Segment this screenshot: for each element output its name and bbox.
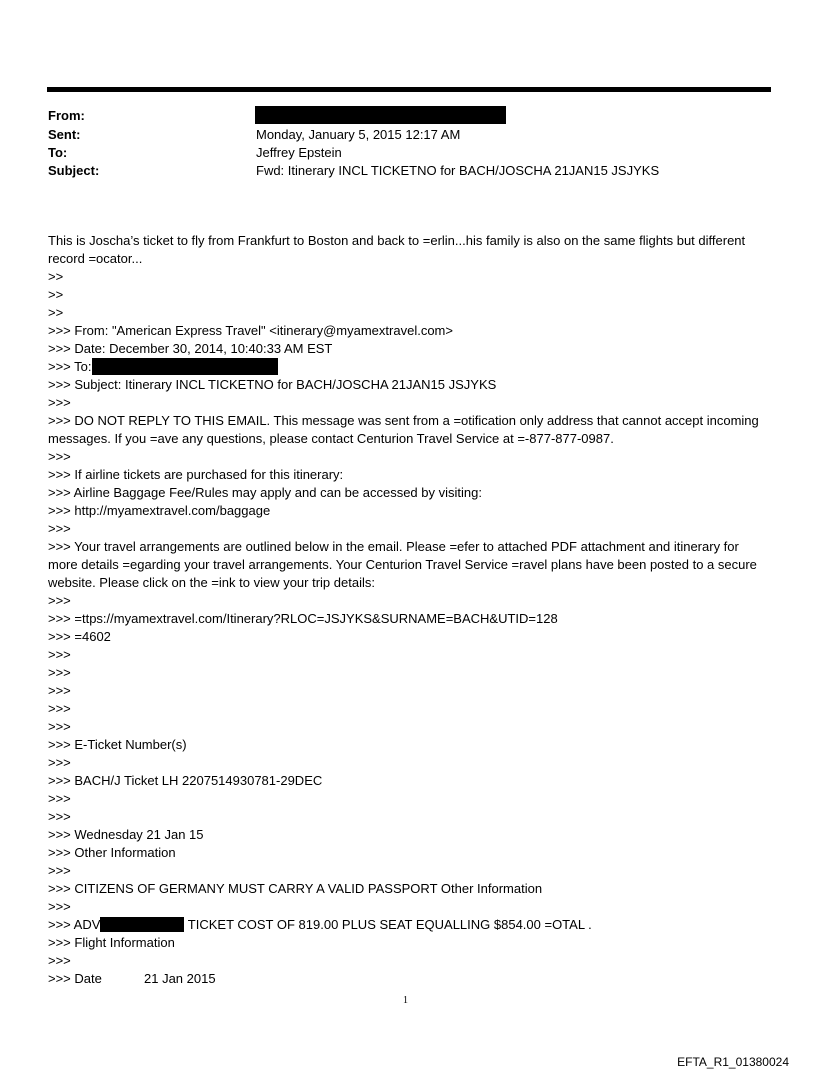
quote-line: >>>: [48, 683, 71, 698]
arrangements-paragraph: >>> Your travel arrangements are outlined below in the email. Please =efer to attached PDF attachment and itinerary for more details =egarding your travel arrangements. Your Centurion Travel Service =ravel plans have been posted to a secure website. Please click on the =ink to view your trip details:: [48, 539, 757, 590]
quote-line: >>>: [48, 701, 71, 716]
utid-continuation-line: >>> =4602: [48, 629, 111, 644]
quote-line: >>>: [48, 899, 71, 914]
baggage-rules-line: >>> Airline Baggage Fee/Rules may apply and can be accessed by visiting:: [48, 485, 482, 500]
adv-suffix: TICKET COST OF 819.00 PLUS SEAT EQUALLING $854.00 =OTAL .: [184, 917, 592, 932]
quote-line: >>>: [48, 593, 71, 608]
to-label: To:: [48, 145, 68, 160]
intro-paragraph: This is Joscha’s ticket to fly from Frankfurt to Boston and back to =erlin...his family is also on the same flights but different record =ocator...: [48, 233, 746, 266]
date-label: >>> Date: [48, 971, 102, 986]
quote-line: >>>: [48, 953, 71, 968]
subject-value: Fwd: Itinerary INCL TICKETNO for BACH/JOSCHA 21JAN15 JSJYKS: [256, 163, 660, 178]
to-value: Jeffrey Epstein: [256, 145, 342, 160]
quote-line: >>>: [48, 521, 71, 536]
forwarded-subject-line: >>> Subject: Itinerary INCL TICKETNO for BACH/JOSCHA 21JAN15 JSJYKS: [48, 377, 497, 392]
adv-prefix: >>> ADV: [48, 917, 101, 932]
from-label: From:: [48, 108, 85, 123]
forwarded-date-line: >>> Date: December 30, 2014, 10:40:33 AM EST: [48, 341, 333, 356]
quote-line: >>>: [48, 449, 71, 464]
subject-label: Subject:: [48, 163, 100, 178]
quote-line: >>>: [48, 809, 71, 824]
quote-line: >>: [48, 287, 64, 302]
quote-line: >>>: [48, 791, 71, 806]
do-not-reply-paragraph: >>> DO NOT REPLY TO THIS EMAIL. This message was sent from a =otification only address that cannot accept incoming messages. If you =ave any questions, please contact Centurion Travel Service at =-877-877-0987.: [48, 413, 759, 446]
header-rule: [47, 87, 771, 92]
quote-line: >>: [48, 305, 64, 320]
quote-line: >>>: [48, 719, 71, 734]
sent-value: Monday, January 5, 2015 12:17 AM: [256, 127, 461, 142]
baggage-url-line: >>> http://myamextravel.com/baggage: [48, 503, 271, 518]
date-value: 21 Jan 2015: [144, 971, 216, 986]
eticket-heading-line: >>> E-Ticket Number(s): [48, 737, 187, 752]
page-number: 1: [403, 995, 408, 1006]
sent-label: Sent:: [48, 127, 81, 142]
flight-info-line: >>> Flight Information: [48, 935, 175, 950]
passport-line: >>> CITIZENS OF GERMANY MUST CARRY A VALID PASSPORT Other Information: [48, 881, 543, 896]
quote-line: >>>: [48, 665, 71, 680]
adv-redaction: [100, 917, 184, 932]
forwarded-from-line: >>> From: "American Express Travel" <itinerary@myamextravel.com>: [48, 323, 453, 338]
quote-line: >>>: [48, 395, 71, 410]
other-info-line: >>> Other Information: [48, 845, 176, 860]
bates-number: EFTA_R1_01380024: [677, 1055, 789, 1069]
forwarded-to-line: [48, 358, 772, 376]
forwarded-to-label: >>> To:: [48, 359, 92, 374]
quote-line: >>>: [48, 647, 71, 662]
itinerary-url-line: >>> =ttps://myamextravel.com/Itinerary?RLOC=JSJYKS&SURNAME=BACH&UTID=128: [48, 611, 558, 626]
date-line: [48, 970, 772, 988]
email-body: [48, 232, 772, 988]
to-redaction: [92, 358, 278, 375]
quote-line: >>: [48, 269, 64, 284]
from-redaction: [255, 106, 506, 124]
wednesday-line: >>> Wednesday 21 Jan 15: [48, 827, 204, 842]
adv-line: [48, 916, 772, 934]
quote-line: >>>: [48, 863, 71, 878]
airline-tickets-line: >>> If airline tickets are purchased for this itinerary:: [48, 467, 344, 482]
quote-line: >>>: [48, 755, 71, 770]
ticket-number-line: >>> BACH/J Ticket LH 2207514930781-29DEC: [48, 773, 323, 788]
